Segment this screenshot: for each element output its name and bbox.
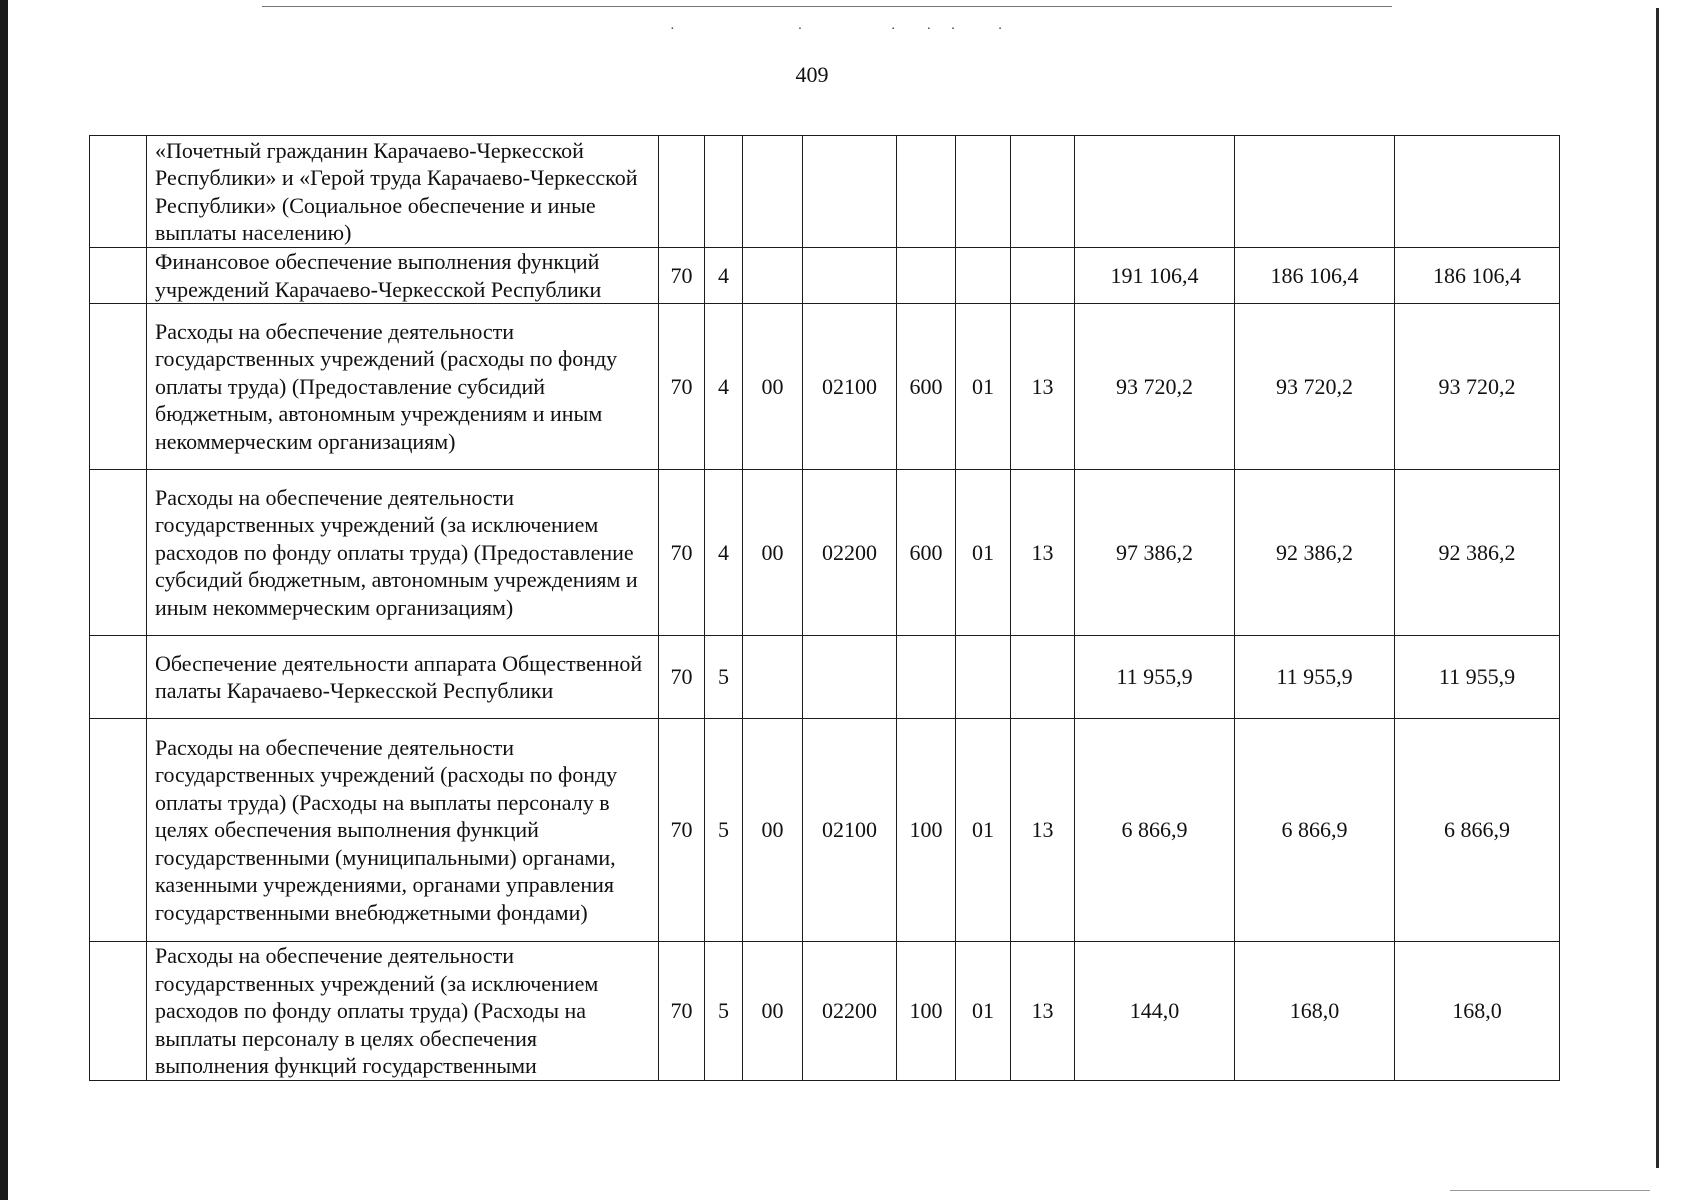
code-1-cell: 70 <box>659 942 705 1081</box>
amount-2-cell: 6 866,9 <box>1235 719 1395 942</box>
amount-2-cell: 11 955,9 <box>1235 636 1395 719</box>
code-2-cell: 4 <box>705 304 743 470</box>
code-3-cell: 00 <box>743 470 803 636</box>
code-3-cell: 00 <box>743 942 803 1081</box>
table-row <box>90 248 1560 304</box>
code-1-cell: 70 <box>659 719 705 942</box>
amount-1-cell: 93 720,2 <box>1075 304 1235 470</box>
code-4-cell: 02200 <box>803 470 897 636</box>
budget-table <box>89 135 1560 1081</box>
amount-1-cell: 97 386,2 <box>1075 470 1235 636</box>
code-4-cell <box>803 248 897 304</box>
table-row <box>90 636 1560 719</box>
code-5-cell: 600 <box>897 304 956 470</box>
row-description: Финансовое обеспечение выполнения функций учреждений Карачаево-Черкесской Республики <box>147 248 659 304</box>
amount-1-cell: 6 866,9 <box>1075 719 1235 942</box>
code-2-cell <box>705 136 743 248</box>
code-1-cell: 70 <box>659 470 705 636</box>
code-3-cell <box>743 636 803 719</box>
row-number-cell <box>90 719 147 942</box>
table-row <box>90 136 1560 248</box>
code-1-cell: 70 <box>659 304 705 470</box>
amount-3-cell: 93 720,2 <box>1395 304 1560 470</box>
code-6-cell: 01 <box>956 719 1011 942</box>
amount-3-cell <box>1395 136 1560 248</box>
row-number-cell <box>90 470 147 636</box>
amount-3-cell: 11 955,9 <box>1395 636 1560 719</box>
code-6-cell: 01 <box>956 304 1011 470</box>
code-6-cell <box>956 248 1011 304</box>
row-description: Расходы на обеспечение деятельности государственных учреждений (расходы по фонду оплаты труда) (Предоставление субсидий бюджетным, автономным учреждениям и иным некоммерческим организациям) <box>147 304 659 470</box>
amount-2-cell: 186 106,4 <box>1235 248 1395 304</box>
code-4-cell <box>803 636 897 719</box>
code-5-cell: 600 <box>897 470 956 636</box>
code-6-cell <box>956 136 1011 248</box>
code-4-cell: 02100 <box>803 719 897 942</box>
row-description: «Почетный гражданин Карачаево-Черкесской Республики» и «Герой труда Карачаево-Черкесской Республики» (Социальное обеспечение и иные выплаты населению) <box>147 136 659 248</box>
code-5-cell: 100 <box>897 942 956 1081</box>
amount-2-cell: 93 720,2 <box>1235 304 1395 470</box>
amount-1-cell: 11 955,9 <box>1075 636 1235 719</box>
amount-2-cell: 168,0 <box>1235 942 1395 1081</box>
code-7-cell <box>1011 636 1075 719</box>
code-5-cell <box>897 136 956 248</box>
scan-edge-left <box>0 0 8 1200</box>
scan-edge-right <box>1656 8 1659 1168</box>
amount-2-cell <box>1235 136 1395 248</box>
code-7-cell: 13 <box>1011 304 1075 470</box>
code-2-cell: 4 <box>705 470 743 636</box>
amount-3-cell: 6 866,9 <box>1395 719 1560 942</box>
amount-1-cell: 144,0 <box>1075 942 1235 1081</box>
amount-3-cell: 186 106,4 <box>1395 248 1560 304</box>
code-6-cell: 01 <box>956 942 1011 1081</box>
row-number-cell <box>90 942 147 1081</box>
code-2-cell: 5 <box>705 719 743 942</box>
row-number-cell <box>90 304 147 470</box>
amount-1-cell <box>1075 136 1235 248</box>
table-row <box>90 470 1560 636</box>
code-4-cell <box>803 136 897 248</box>
row-number-cell <box>90 248 147 304</box>
code-2-cell: 5 <box>705 636 743 719</box>
table-row <box>90 304 1560 470</box>
row-description: Обеспечение деятельности аппарата Общественной палаты Карачаево-Черкесской Республики <box>147 636 659 719</box>
scan-specks: · · · · · · <box>670 22 1011 37</box>
page-number: 409 <box>795 62 829 87</box>
code-3-cell <box>743 248 803 304</box>
code-4-cell: 02100 <box>803 304 897 470</box>
row-description: Расходы на обеспечение деятельности государственных учреждений (за исключением расходов по фонду оплаты труда) (Предоставление субсидий бюджетным, автономным учреждениям и иным некоммерческим организациям) <box>147 470 659 636</box>
top-rule <box>262 6 1392 7</box>
code-7-cell: 13 <box>1011 719 1075 942</box>
amount-2-cell: 92 386,2 <box>1235 470 1395 636</box>
code-4-cell: 02200 <box>803 942 897 1081</box>
amount-1-cell: 191 106,4 <box>1075 248 1235 304</box>
code-1-cell: 70 <box>659 248 705 304</box>
table-row <box>90 942 1560 1081</box>
code-5-cell: 100 <box>897 719 956 942</box>
code-3-cell: 00 <box>743 719 803 942</box>
code-5-cell <box>897 248 956 304</box>
amount-3-cell: 168,0 <box>1395 942 1560 1081</box>
bottom-rule <box>1450 1190 1650 1191</box>
row-number-cell <box>90 136 147 248</box>
table-row <box>90 719 1560 942</box>
code-6-cell <box>956 636 1011 719</box>
code-7-cell: 13 <box>1011 470 1075 636</box>
code-1-cell: 70 <box>659 636 705 719</box>
code-7-cell: 13 <box>1011 942 1075 1081</box>
code-2-cell: 4 <box>705 248 743 304</box>
code-5-cell <box>897 636 956 719</box>
amount-3-cell: 92 386,2 <box>1395 470 1560 636</box>
row-number-cell <box>90 636 147 719</box>
code-6-cell: 01 <box>956 470 1011 636</box>
code-7-cell <box>1011 136 1075 248</box>
code-1-cell <box>659 136 705 248</box>
code-3-cell <box>743 136 803 248</box>
row-description: Расходы на обеспечение деятельности государственных учреждений (расходы по фонду оплаты труда) (Расходы на выплаты персоналу в целях обеспечения выполнения функций государственными (муниципальными) органами, казенными учреждениями, органами управления государственными внебюджетными фондами) <box>147 719 659 942</box>
row-description: Расходы на обеспечение деятельности государственных учреждений (за исключением расходов по фонду оплаты труда) (Расходы на выплаты персоналу в целях обеспечения выполнения функций государственными <box>147 942 659 1081</box>
code-7-cell <box>1011 248 1075 304</box>
code-2-cell: 5 <box>705 942 743 1081</box>
code-3-cell: 00 <box>743 304 803 470</box>
